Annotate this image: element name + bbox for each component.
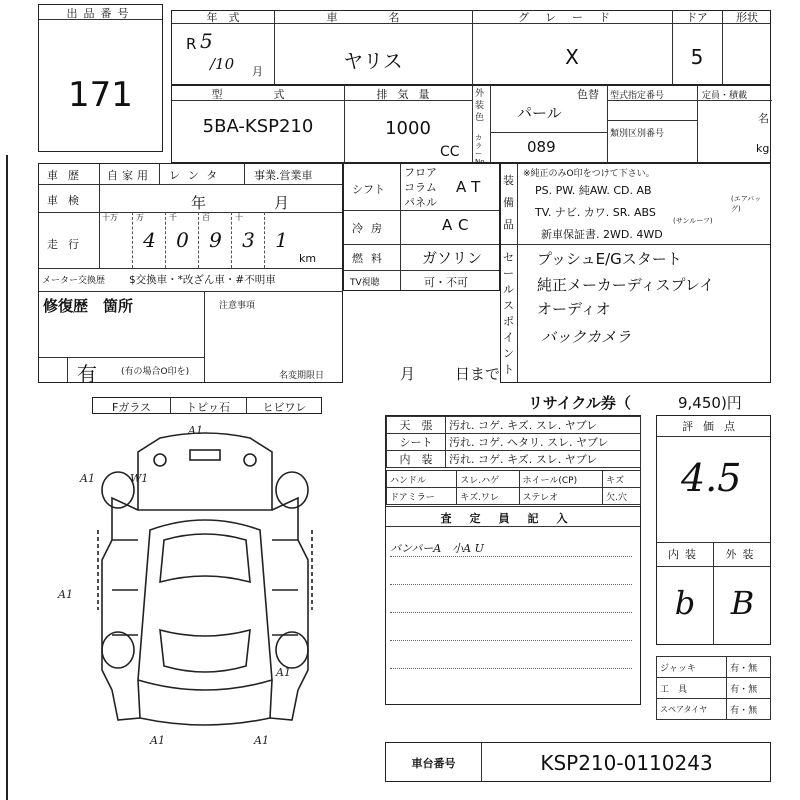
mark-rear-bumper: A1 (254, 734, 269, 747)
displacement-value: 1000 (385, 118, 431, 139)
color-value: パール (517, 104, 562, 122)
odometer-digit (99, 212, 132, 268)
equip-line2: TV. ナビ. カワ. SR. ABS (535, 206, 656, 219)
lot-label: 出品番号 (66, 7, 135, 20)
exterior-label: 外装色 (475, 89, 485, 123)
equip-block (500, 163, 771, 383)
shift-opt-floor: フロア (404, 166, 437, 179)
equip-line1: PS. PW. 純AW. CD. AB (535, 184, 652, 197)
cond-label: シート (387, 434, 446, 451)
mark-windshield: W1 (130, 472, 149, 485)
tools-table (656, 656, 771, 720)
repair-value: 有 (77, 362, 97, 386)
mark-left-side: A1 (58, 588, 73, 601)
left-edge-line (6, 155, 8, 800)
lot-box (38, 4, 163, 152)
deadline-month: 月 (400, 365, 416, 383)
odometer-digit-value: 4 (143, 228, 156, 252)
mirror-label: ドアミラー (387, 488, 457, 505)
cc-unit: CC (440, 144, 460, 160)
wheel-value: キズ (603, 471, 641, 488)
shape-label: 形状 (736, 11, 758, 24)
tool-value-spare: 有・無 (727, 699, 771, 720)
tool-label-spare: スペアタイヤ (657, 699, 727, 720)
odometer-digit (132, 212, 166, 268)
sales-handwritten: バックカメラ (541, 328, 632, 346)
fuel-label: 燃料 (352, 252, 390, 265)
type-label: 型 式 (211, 88, 305, 101)
mark-rear-left: A1 (150, 734, 165, 747)
inspection-month: 月 (274, 194, 290, 212)
odometer-digit (231, 212, 265, 268)
cond-row-interior (387, 451, 641, 468)
history-opt-rental: レンタ (169, 169, 226, 182)
tool-value-tools: 有・無 (727, 678, 771, 699)
condition-block (385, 415, 641, 705)
car-diagram (40, 420, 370, 750)
shift-value: AT (456, 178, 487, 196)
history-label: 車歴 (47, 169, 89, 182)
sales-point-3: オーディオ (537, 300, 611, 318)
odometer-digit-label: 十 (235, 213, 243, 222)
legend-crack: ヒビワレ (262, 401, 307, 414)
color-no-value: 089 (527, 138, 556, 156)
inspector-label: 査定員記入 (440, 512, 586, 525)
color-change-label: 色替 (577, 88, 599, 101)
cond-value: 汚れ. コゲ. ヘタリ. スレ. ヤブレ (446, 434, 641, 451)
interior-label: 内装 (668, 548, 702, 561)
year-num: 5 (200, 29, 213, 53)
notes-label: 注意事項 (219, 301, 256, 311)
mark-front: A1 (188, 424, 203, 437)
color-no-label: カラーNo. (475, 134, 487, 166)
equip-label: 装備品 (503, 174, 514, 231)
cond-value: 汚れ. コゲ. キズ. スレ. ヤブレ (446, 417, 641, 434)
wheel-label: ホイール(CP) (519, 471, 603, 488)
doors-value: 5 (690, 45, 704, 69)
mid-block (343, 163, 500, 291)
odometer-digit (264, 212, 298, 268)
repair-note: (有の場合O印を) (121, 367, 190, 377)
ac-value: AC (442, 216, 475, 234)
cond-label: 天 張 (387, 417, 446, 434)
tv-label: TV視聴 (350, 278, 380, 288)
year-era: R (186, 35, 197, 53)
odometer-digit-value: 9 (209, 228, 222, 252)
equip-line2-sub: (サンルーフ) (673, 217, 713, 225)
model-code-label: 型式指定番号 (610, 91, 665, 101)
model-name: ヤリス (343, 49, 403, 73)
spec-row (171, 85, 771, 166)
header-row (171, 10, 771, 85)
inspection-year: 年 (191, 194, 207, 212)
history-opt-business: 事業.営業車 (254, 169, 313, 182)
chassis-label: 車台番号 (411, 757, 456, 770)
repair-label: 修復歴 箇所 (43, 297, 134, 315)
class-code-label: 類別区別番号 (610, 129, 665, 139)
cond-row-seat (387, 434, 641, 451)
chassis-block (385, 742, 771, 782)
ac-label: 冷房 (352, 222, 390, 235)
odometer-digit-label: 万 (136, 213, 144, 222)
history-block (38, 163, 343, 386)
inspection-label: 車検 (47, 194, 89, 207)
equip-note: ※純正のみO印をつけて下さい。 (523, 169, 655, 179)
exterior-score: B (730, 584, 755, 622)
odometer-digit-label: 十万 (102, 213, 118, 222)
history-opt-private: 自家用 (107, 169, 152, 182)
odometer-digit-value: 3 (242, 228, 255, 252)
shift-label: シフト (352, 183, 385, 196)
score-block (656, 415, 771, 645)
grade-value: X (565, 45, 579, 69)
cond-row-ceiling (387, 417, 641, 434)
exterior-label: 外装 (725, 548, 760, 561)
year-month: /10 (210, 55, 235, 73)
doors-label: ドア (686, 11, 708, 24)
mark-front-left: A1 (80, 472, 95, 485)
shift-opt-panel: パネル (404, 196, 437, 209)
capacity-unit-person: 名 (758, 112, 769, 125)
shift-opt-column: コラム (404, 181, 437, 194)
sales-point-1: プッシュE/Gスタート (537, 250, 682, 268)
sales-point-2: 純正メーカーディスプレイ (537, 276, 715, 294)
score-value: 4.5 (681, 456, 742, 500)
inspector-remark: バンパーA 小A U (390, 542, 484, 555)
meter-options: $交換車・*改ざん車・#不明車 (129, 274, 276, 286)
month-unit: 月 (252, 65, 263, 78)
capacity-unit-kg: kg (756, 142, 770, 155)
odometer-digit-value: 0 (176, 228, 189, 252)
damage-legend (92, 397, 322, 414)
stereo-label: ステレオ (519, 488, 603, 505)
cond-label: 内 装 (387, 451, 446, 468)
legend-chip: トピヮ石 (186, 401, 230, 414)
equip-line1-sub: (エアバッグ) (731, 195, 762, 213)
lot-number: 171 (68, 75, 133, 115)
odometer-digit (198, 212, 232, 268)
odometer-digit-label: 百 (202, 213, 210, 222)
chassis-number: KSP210-0110243 (540, 751, 713, 775)
year-label: 年 式 (206, 11, 240, 24)
tool-label-jack: ジャッキ (657, 657, 727, 678)
grade-label: グレード (518, 11, 626, 24)
tool-value-jack: 有・無 (727, 657, 771, 678)
legend-glass: Fガラス (112, 401, 151, 414)
capacity-label: 定員・積載 (702, 91, 748, 101)
mark-rear-right: A1 (276, 666, 291, 679)
odometer-digit (165, 212, 199, 268)
recycle-amount: 9,450)円 (678, 394, 742, 412)
odometer-digit-label: 千 (169, 213, 177, 222)
mileage-label: 走行 (47, 238, 89, 251)
meter-label: メーター交換歴 (42, 276, 106, 286)
stereo-value: 欠.穴 (603, 488, 641, 505)
deadline-day: 日まで (455, 365, 501, 383)
tv-value: 可・不可 (424, 276, 468, 289)
recycle-label: リサイクル券（ (528, 394, 631, 412)
handle-label: ハンドル (387, 471, 457, 488)
fuel-value: ガソリン (422, 249, 483, 267)
tool-label-tools: 工 具 (657, 678, 727, 699)
type-value: 5BA-KSP210 (202, 116, 314, 137)
interior-score: b (674, 584, 696, 622)
model-label: 車 名 (326, 11, 420, 24)
mirror-value: キズ.ワレ (457, 488, 519, 505)
name-change-label: 名変期限日 (279, 371, 325, 381)
cond-value: 汚れ. コゲ. キズ. スレ. ヤブレ (446, 451, 641, 468)
score-label: 評価点 (682, 420, 745, 433)
odometer-digit-value: 1 (275, 228, 288, 252)
handle-value: スレ.ハゲ (457, 471, 519, 488)
sales-label: セールスポイント (503, 251, 514, 376)
km-unit: km (299, 252, 317, 265)
equip-line3: 新車保証書. 2WD. 4WD (541, 228, 663, 241)
displacement-label: 排気量 (376, 88, 440, 101)
